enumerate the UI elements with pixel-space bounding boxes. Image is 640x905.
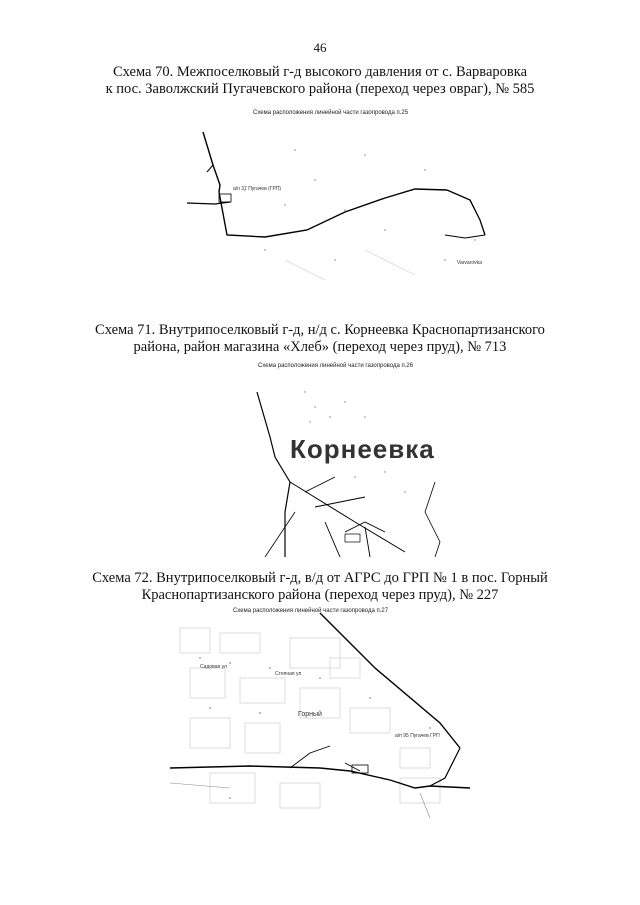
map-drawing xyxy=(170,608,485,820)
map-label: Степная ул xyxy=(275,671,302,677)
caption-line: Схема 71. Внутрипоселковый г-д, н/д с. Корнеевка Краснопартизанского xyxy=(95,322,545,338)
caption-line: Схема 70. Межпоселковый г-д высокого давления от с. Варваровка xyxy=(112,64,527,80)
map-scheme-72 xyxy=(170,608,485,820)
map-scheme-70 xyxy=(185,110,495,285)
map-title: Схема расположения линейной части газопровода п.25 xyxy=(253,110,409,116)
caption-line: к пос. Заволжский Пугачевского района (переход через овраг), № 585 xyxy=(105,81,535,97)
caption-line: Краснопартизанского района (переход через пруд), № 227 xyxy=(141,587,499,603)
map-scheme-71 xyxy=(235,362,465,557)
map-label: Садовая ул xyxy=(200,664,227,670)
map-label: Корнеевка xyxy=(290,434,435,464)
map-label: Горный xyxy=(298,711,322,718)
caption-scheme-70 xyxy=(0,64,640,98)
map-label: Varvarovka xyxy=(457,260,482,266)
caption-line: Схема 72. Внутрипоселковый г-д, в/д от АГРС до ГРП № 1 в пос. Горный xyxy=(92,570,548,586)
map-title: Схема расположения линейной части газопровода п.27 xyxy=(233,608,389,614)
caption-scheme-71 xyxy=(0,322,640,356)
map-drawing xyxy=(185,110,495,285)
caption-line: района, район магазина «Хлеб» (переход через пруд), № 713 xyxy=(133,339,507,355)
page-number: 46 xyxy=(313,40,327,55)
caption-scheme-72 xyxy=(0,570,640,604)
map-title: Схема расположения линейной части газопровода п.26 xyxy=(258,363,414,369)
map-label: а/п 37 Пугачев (ГРП) xyxy=(233,186,282,192)
map-label: а/п 95 Пугачев ГРП xyxy=(395,733,440,739)
